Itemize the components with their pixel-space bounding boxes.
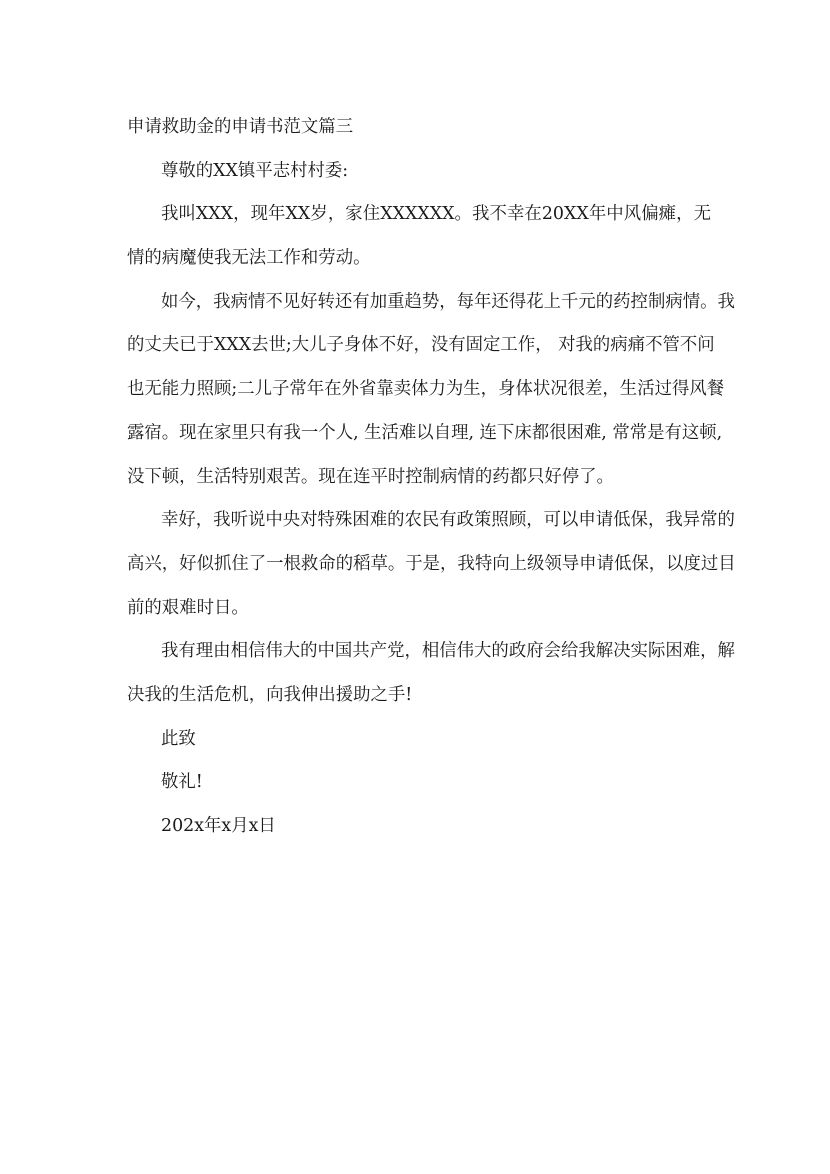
paragraph-line: 的丈夫已于XXX去世;大儿子身体不好，没有固定工作， 对我的病痛不管不问 [127,335,715,356]
paragraph-line: 我叫XXX，现年XX岁，家住XXXXXX。我不幸在20XX年中风偏瘫，无 [161,204,711,225]
paragraph-line: 前的艰难时日。 [127,597,249,618]
salutation: 尊敬的XX镇平志村村委: [161,160,349,181]
paragraph-line: 没下顿，生活特别艰苦。现在连平时控制病情的药都只好停了。 [127,466,614,487]
paragraph-4 [127,630,735,717]
paragraph-line: 露宿。现在家里只有我一个人, 生活难以自理, 连下床都很困难, 常常是有这顿, [127,422,723,443]
document-page [127,106,736,849]
paragraph-line: 高兴，好似抓住了一根救命的稻草。于是，我特向上级领导申请低保，以度过目 [127,553,736,574]
paragraph-2 [127,281,735,499]
paragraph-line: 我有理由相信伟大的中国共产党，相信伟大的政府会给我解决实际困难，解 [161,641,735,662]
paragraph-line: 幸好，我听说中央对特殊困难的农民有政策照顾，可以申请低保，我异常的 [161,510,735,531]
paragraph-line: 情的病魔使我无法工作和劳动。 [127,248,371,269]
closing-salute: 敬礼! [161,772,203,793]
paragraph-3 [127,499,736,630]
document-title: 申请救助金的申请书范文篇三 [127,117,354,137]
closing-greeting: 此致 [161,728,196,749]
paragraph-line: 也无能力照顾;二儿子常年在外省靠卖体力为生，身体状况很差，生活过得风餐 [127,379,725,400]
paragraph-line: 决我的生活危机，向我伸出援助之手! [127,684,413,705]
date: 202x年x月x日 [161,816,276,836]
paragraph-1 [127,193,711,280]
paragraph-line: 如今，我病情不见好转还有加重趋势，每年还得花上千元的药控制病情。我 [161,291,735,312]
